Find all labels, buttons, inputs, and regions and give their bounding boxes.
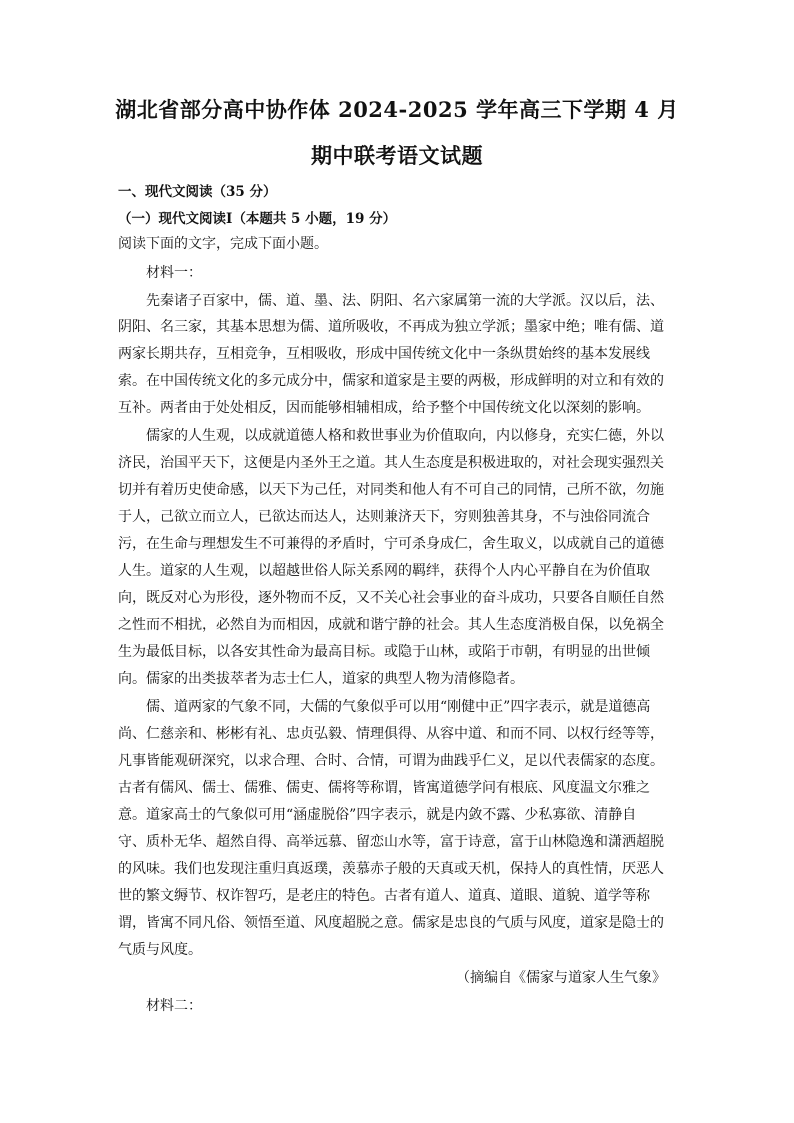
subsection-heading: （一）现代文阅读Ⅰ（本题共 5 小题，19 分） [118, 211, 397, 227]
paragraph-line: 于人，己欲立而立人，已欲达而达人，达则兼济天下，穷则独善其身，不与浊俗同流合 [118, 509, 650, 525]
paragraph-line: 向，既反对心为形役，逐外物而不反，又不关心社会事业的奋斗成功，只要各自顺任自然 [118, 590, 664, 606]
source-citation: （摘编自《儒家与道家人生气象》 [456, 970, 666, 986]
paragraph-line: 古者有儒风、儒士、儒雅、儒吏、儒将等称谓，皆寓道德学问有根底、风度温文尔雅之 [118, 780, 650, 796]
section-heading: 一、现代文阅读（35 分） [118, 184, 277, 200]
paragraph-line: 生为最低目标，以各安其性命为最高目标。或隐于山林，或陷于市朝，有明显的出世倾 [118, 644, 650, 660]
paragraph-line: 意。道家高士的气象似可用“涵虚脱俗”四字表示，就是内敛不露、少私寡欲、清静自 [118, 807, 637, 823]
paragraph-line: 济民，治国平天下，这便是内圣外王之道。其人生态度是积极进取的，对社会现实强烈关 [118, 455, 664, 471]
exam-title-line1: 湖北省部分高中协作体 2024-2025 学年高三下学期 4 月 [115, 97, 679, 122]
paragraph-line: 阴阳、名三家，其基本思想为儒、道所吸收，不再成为独立学派；墨家中绝；唯有儒、道 [118, 319, 664, 335]
paragraph-line: 凡事皆能观研深究，以求合理、合时、合情，可谓为曲践乎仁义，足以代表儒家的态度。 [118, 753, 664, 769]
paragraph-line: 守、质朴无华、超然自得、高举远慕、留恋山水等，富于诗意，富于山林隐逸和潇洒超脱 [118, 834, 664, 850]
paragraph-line: 切并有着历史使命感，以天下为己任，对同类和他人有不可自己的同情，己所不欲，勿施 [118, 482, 664, 498]
paragraph-line: 互补。两者由于处处相反，因而能够相辅相成，给予整个中国传统文化以深刻的影响。 [118, 400, 650, 416]
paragraph-line: 儒、道两家的气象不同，大儒的气象似乎可以用“刚健中正”四字表示，就是道德高 [146, 699, 651, 715]
paragraph-line: 索。在中国传统文化的多元成分中，儒家和道家是主要的两极，形成鲜明的对立和有效的 [118, 373, 664, 389]
instruction-text: 阅读下面的文字，完成下面小题。 [118, 236, 328, 252]
paragraph-line: 污，在生命与理想发生不可兼得的矛盾时，宁可杀身成仁，舍生取义，以成就自己的道德 [118, 536, 664, 552]
material1-label: 材料一： [146, 265, 202, 281]
paragraph-line: 世的繁文缛节、权诈智巧，是老庄的特色。古者有道人、道真、道眼、道貌、道学等称 [118, 888, 650, 904]
paragraph-line: 儒家的人生观，以成就道德人格和救世事业为价值取向，内以修身，充实仁德，外以 [146, 428, 664, 444]
paragraph-line: 先秦诸子百家中，儒、道、墨、法、阴阳、名六家属第一流的大学派。汉以后，法、 [146, 293, 664, 309]
paragraph-line: 谓，皆寓不同凡俗、领悟至道、风度超脱之意。儒家是忠良的气质与风度，道家是隐士的 [118, 915, 664, 931]
paragraph-line: 人生。道家的人生观，以超越世俗人际关系网的羁绊，获得个人内心平静自在为价值取 [118, 563, 650, 579]
exam-title-line2: 期中联考语文试题 [311, 143, 483, 168]
paragraph-line: 气质与风度。 [118, 942, 202, 958]
paragraph-line: 之性而不相扰，必然自为而相因，成就和谐宁静的社会。其人生态度消极自保，以免祸全 [118, 617, 664, 633]
paragraph-line: 尚、仁慈亲和、彬彬有礼、忠贞弘毅、情理俱得、从容中道、和而不同、以权行经等等， [118, 726, 664, 742]
paragraph-line: 两家长期共存，互相竞争，互相吸收，形成中国传统文化中一条纵贯始终的基本发展线 [118, 346, 650, 362]
material2-label: 材料二： [146, 998, 202, 1014]
paragraph-line: 向。儒家的出类拔萃者为志士仁人，道家的典型人物为清修隐者。 [118, 671, 524, 687]
paragraph-line: 的风味。我们也发现注重归真返璞，羡慕赤子般的天真或天机，保持人的真性情，厌恶人 [118, 861, 664, 877]
